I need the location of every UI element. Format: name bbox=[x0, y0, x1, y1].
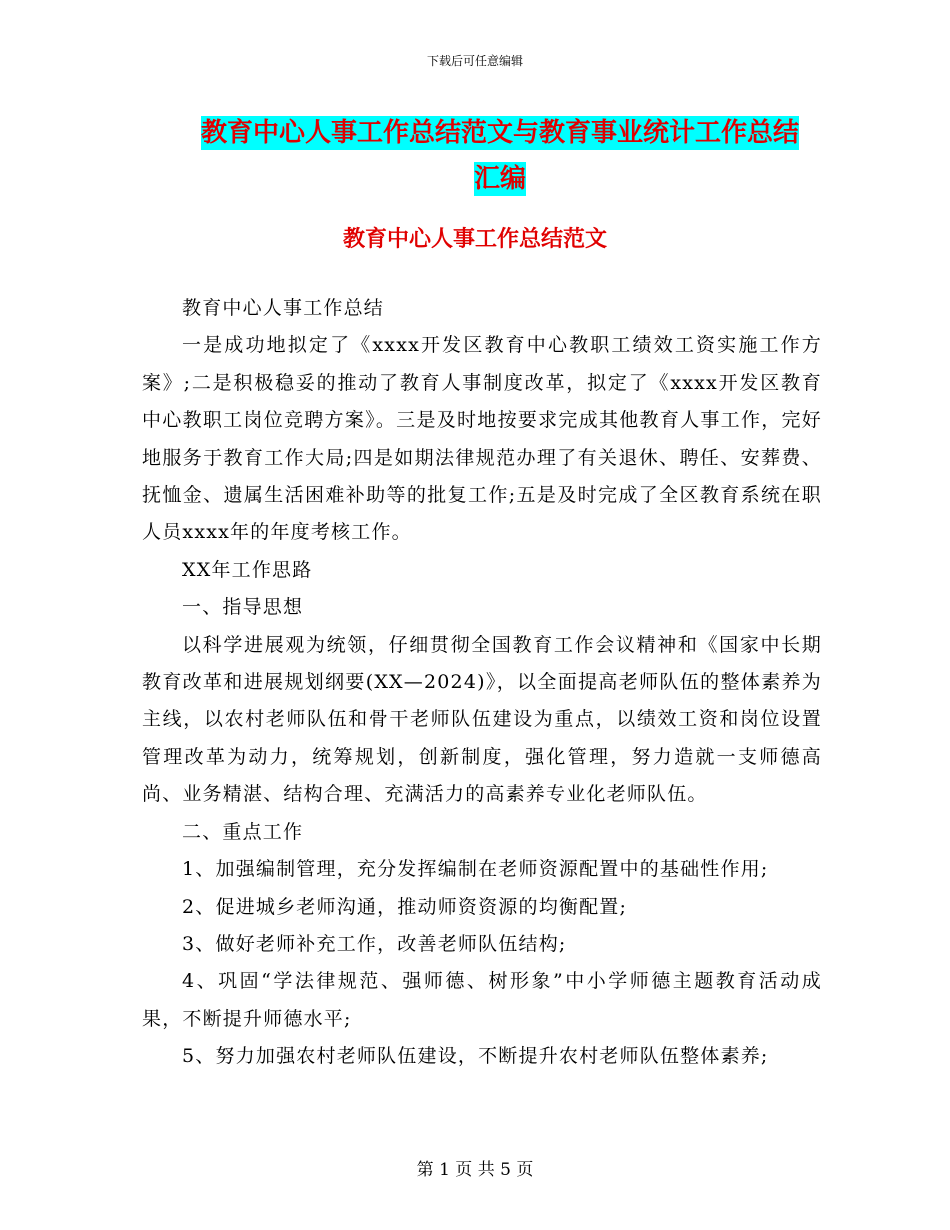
paragraph: 5、努力加强农村老师队伍建设，不断提升农村老师队伍整体素养; bbox=[182, 1045, 769, 1068]
document-title-line1: 教育中心人事工作总结范文与教育事业统计工作总结 bbox=[200, 118, 799, 148]
section-title: 教育中心人事工作总结范文 bbox=[342, 227, 607, 252]
paragraph: 2、促进城乡老师沟通，推动师资资源的均衡配置; bbox=[182, 895, 628, 918]
paragraph: 一是成功地拟定了《xxxx开发区教育中心教职工绩效工资实施工作方案》;二是积极稳妥的推动了教育人事制度改革，拟定了《xxxx开发区教育中心教职工岗位竞聘方案》。三是及时地按要求完成其他教育人事工作，完好地服务于教育工作大局;四是如期法律规范办理了有关退休、聘任、安葬费、抚恤金、遗属生活困难补助等的批复工作;五是及时完成了全区教育系统在职人员xxxx年的年度考核工作。 bbox=[142, 334, 822, 544]
document-body bbox=[142, 290, 822, 1076]
paragraph: 1、加强编制管理，充分发挥编制在老师资源配置中的基础性作用; bbox=[182, 858, 769, 881]
paragraph: 二、重点工作 bbox=[182, 820, 304, 843]
paragraph: 教育中心人事工作总结 bbox=[182, 297, 385, 319]
paragraph: 一、指导思想 bbox=[182, 596, 304, 619]
paragraph: 4、巩固“学法律规范、强师德、树形象”中小学师德主题教育活动成果，不断提升师德水平; bbox=[142, 970, 822, 1030]
paragraph: 以科学进展观为统领，仔细贯彻全国教育工作会议精神和《国家中长期教育改革和进展规划纲要(XX—2024)》，以全面提高老师队伍的整体素养为主线，以农村老师队伍和骨干老师队伍建设为重点，以绩效工资和岗位设置管理改革为动力，统筹规划，创新制度，强化管理，努力造就一支师德高尚、业务精湛、结构合理、充满活力的高素养专业化老师队伍。 bbox=[142, 633, 822, 806]
paragraph: 3、做好老师补充工作，改善老师队伍结构; bbox=[182, 932, 567, 955]
header-note: 下载后可任意编辑 bbox=[426, 54, 523, 68]
paragraph: XX年工作思路 bbox=[182, 558, 313, 581]
page-number: 第 1 页 共 5 页 bbox=[416, 1160, 534, 1180]
document-title bbox=[140, 110, 860, 202]
document-title-line2: 汇编 bbox=[473, 164, 526, 194]
